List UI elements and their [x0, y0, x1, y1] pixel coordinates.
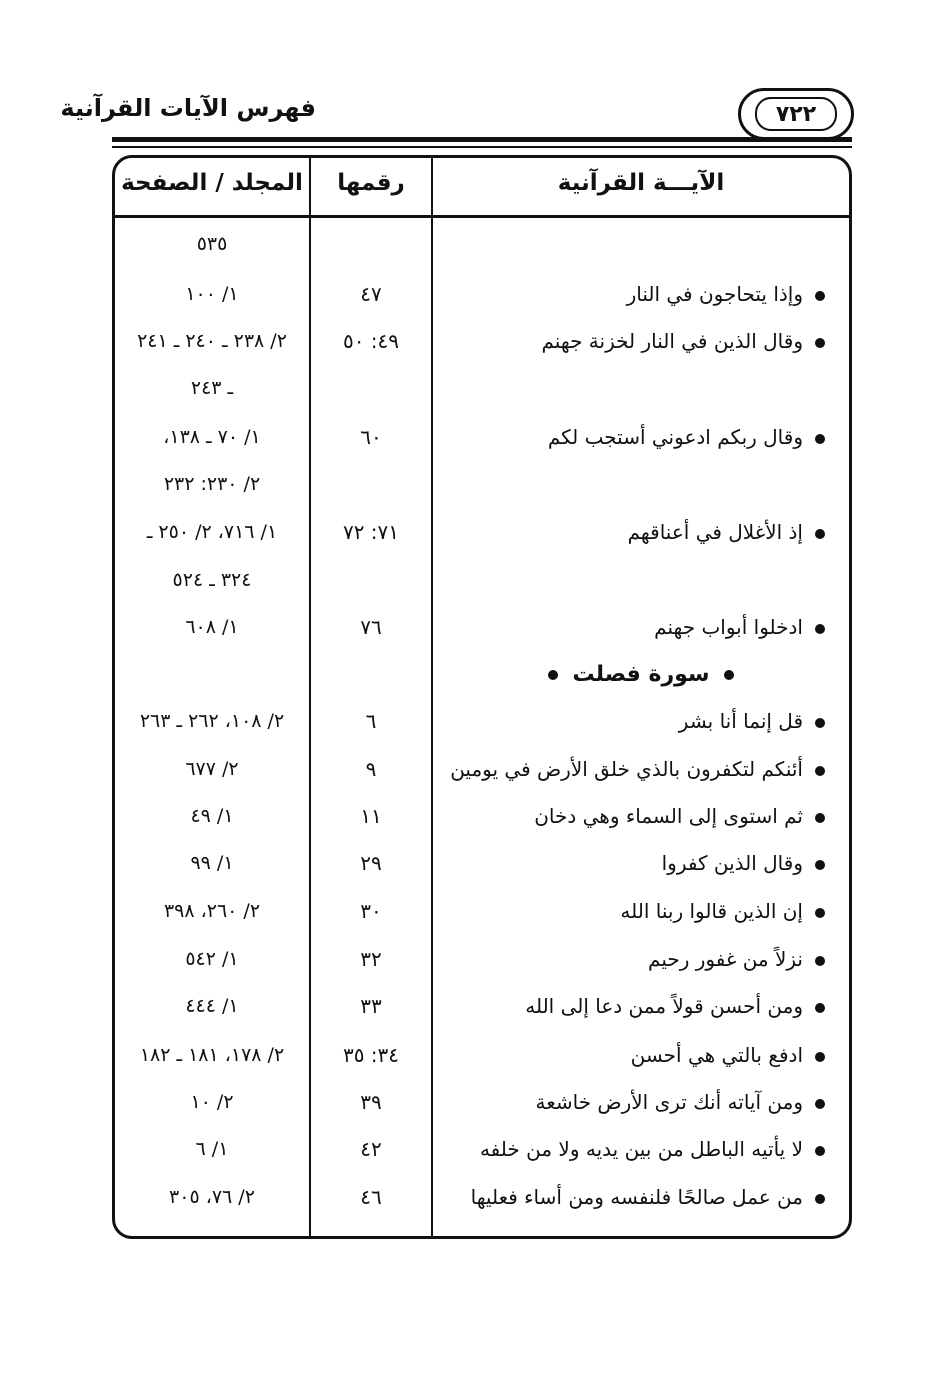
table-row	[115, 843, 849, 883]
verse-text: إن الذين قالوا ربنا الله	[620, 899, 803, 923]
bullet-icon	[815, 766, 825, 776]
verse-text: قل إنما أنا بشر	[678, 709, 803, 733]
verse-cell	[433, 843, 825, 883]
bullet-icon	[815, 1003, 825, 1013]
volume-page-cell: ١/ ١٠٠	[185, 283, 239, 305]
table-row	[115, 321, 849, 361]
volume-page-cell: ٥٣٥	[196, 233, 228, 255]
verse-text: وإذا يتحاجون في النار	[626, 282, 803, 306]
volume-page-cell: ١/ ٥٤٢	[185, 948, 239, 970]
table-row	[115, 1082, 849, 1122]
table-row	[115, 464, 849, 504]
header-rule-thick	[112, 137, 852, 142]
verse-cell	[433, 274, 825, 314]
verse-number-cell: ٧٦	[360, 615, 382, 639]
surah-heading	[433, 655, 849, 695]
verse-text: وقال الذين كفروا	[661, 851, 803, 875]
volume-page-cell: ٢/ ٦٧٧	[185, 758, 239, 780]
page-title: فهرس الآيات القرآنية	[60, 94, 316, 122]
volume-page-cell: ٢/ ٢٣٨ ـ ٢٤٠ ـ ٢٤١	[137, 330, 287, 352]
bullet-icon	[815, 1146, 825, 1156]
verse-cell	[433, 417, 825, 457]
verse-cell	[433, 986, 825, 1026]
verse-text: ومن أحسن قولاً ممن دعا إلى الله	[525, 994, 803, 1018]
surah-heading-text: سورة فصلت	[572, 662, 710, 687]
volume-page-cell: ٢/ ٢٣٠: ٢٣٢	[163, 473, 261, 495]
verse-text: نزلاً من غفور رحيم	[648, 947, 803, 971]
bullet-icon	[815, 338, 825, 348]
bullet-icon	[815, 718, 825, 728]
table-row	[115, 1177, 849, 1217]
verse-text: إذ الأغلال في أعناقهم	[627, 520, 803, 544]
bullet-icon	[815, 434, 825, 444]
table-row	[115, 1129, 849, 1169]
table-row	[115, 274, 849, 314]
table-row	[115, 749, 849, 789]
bullet-icon	[724, 670, 734, 680]
table-row	[115, 701, 849, 741]
column-header-number: رقمها	[337, 170, 405, 196]
table-row	[115, 986, 849, 1026]
volume-page-cell: ـ ٢٤٣	[190, 377, 234, 399]
table-row	[115, 368, 849, 408]
verse-number-cell: ٤٢	[360, 1137, 382, 1161]
table-row	[115, 512, 849, 552]
verse-number-cell: ٣٤: ٣٥	[342, 1043, 400, 1067]
verse-number-cell: ٦	[365, 709, 377, 733]
verse-text: وقال ربكم ادعوني أستجب لكم	[547, 425, 803, 449]
bullet-icon	[815, 1194, 825, 1204]
volume-page-cell: ١/ ٧٠ ـ ١٣٨،	[163, 426, 261, 448]
table-row	[115, 607, 849, 647]
verse-text: ادخلوا أبواب جهنم	[654, 615, 803, 639]
page-number: ٧٢٢	[755, 97, 837, 131]
verse-cell	[433, 1035, 825, 1075]
bullet-icon	[815, 908, 825, 918]
verse-cell	[433, 749, 825, 789]
verse-text: ومن آياته أنك ترى الأرض خاشعة	[535, 1090, 803, 1114]
bullet-icon	[815, 860, 825, 870]
table-row	[115, 796, 849, 836]
verse-cell	[433, 939, 825, 979]
bullet-icon	[815, 956, 825, 966]
volume-page-cell: ٢/ ٢٦٠، ٣٩٨	[163, 900, 261, 922]
volume-page-cell: ١/ ٤٤٤	[185, 995, 239, 1017]
bullet-icon	[815, 1099, 825, 1109]
surah-heading-row	[115, 655, 849, 695]
table-row	[115, 224, 849, 264]
bullet-icon	[815, 291, 825, 301]
page-number-badge	[738, 88, 854, 140]
volume-page-cell: ٢/ ٧٦، ٣٠٥	[169, 1186, 255, 1208]
verse-number-cell: ٣٣	[360, 994, 382, 1018]
table-row	[115, 560, 849, 600]
verse-number-cell: ٤٩: ٥٠	[342, 329, 400, 353]
verse-text: أئنكم لتكفرون بالذي خلق الأرض في يومين	[450, 757, 803, 781]
volume-page-cell: ٢/ ١٧٨، ١٨١ ـ ١٨٢	[139, 1044, 285, 1066]
verse-text: وقال الذين في النار لخزنة جهنم	[541, 329, 803, 353]
verse-number-cell: ٦٠	[360, 425, 382, 449]
table-row	[115, 1035, 849, 1075]
verse-cell	[433, 891, 825, 931]
verse-text: لا يأتيه الباطل من بين يديه ولا من خلفه	[479, 1137, 803, 1161]
column-header-volume-page: المجلد / الصفحة	[121, 170, 303, 196]
verse-cell	[433, 1129, 825, 1169]
verse-cell	[433, 701, 825, 741]
bullet-icon	[548, 670, 558, 680]
volume-page-cell: ١/ ٩٩	[190, 852, 234, 874]
volume-page-cell: ٣٢٤ ـ ٥٢٤	[172, 569, 252, 591]
bullet-icon	[815, 1052, 825, 1062]
verse-text: من عمل صالحًا فلنفسه ومن أساء فعليها	[470, 1185, 803, 1209]
volume-page-cell: ١/ ٦	[195, 1138, 229, 1160]
verse-text: ادفع بالتي هي أحسن	[630, 1043, 803, 1067]
bullet-icon	[815, 624, 825, 634]
verse-cell	[433, 321, 825, 361]
verse-number-cell: ٣٠	[360, 899, 382, 923]
verse-number-cell: ٢٩	[360, 851, 382, 875]
bullet-icon	[815, 529, 825, 539]
volume-page-cell: ١/ ٦٠٨	[185, 616, 239, 638]
volume-page-cell: ١/ ٤٩	[190, 805, 234, 827]
verse-number-cell: ١١	[360, 804, 382, 828]
verse-cell	[433, 1177, 825, 1217]
table-row	[115, 417, 849, 457]
volume-page-cell: ٢/ ١٠	[190, 1091, 234, 1113]
verse-number-cell: ٩	[365, 757, 377, 781]
table-row	[115, 891, 849, 931]
verse-number-cell: ٤٧	[360, 282, 382, 306]
page-header	[0, 0, 946, 160]
verse-number-cell: ٤٦	[360, 1185, 382, 1209]
verse-index-table	[112, 155, 852, 1239]
column-header-verse: الآيـــة القرآنية	[557, 170, 725, 196]
verse-text: ثم استوى إلى السماء وهي دخان	[534, 804, 803, 828]
bullet-icon	[815, 813, 825, 823]
header-rule-thin	[112, 146, 852, 148]
verse-cell	[433, 512, 825, 552]
verse-cell	[433, 607, 825, 647]
header-row-divider	[115, 215, 849, 218]
verse-number-cell: ٣٩	[360, 1090, 382, 1114]
verse-number-cell: ٣٢	[360, 947, 382, 971]
verse-number-cell: ٧١: ٧٢	[342, 520, 400, 544]
volume-page-cell: ٢/ ١٠٨، ٢٦٢ ـ ٢٦٣	[139, 710, 285, 732]
volume-page-cell: ١/ ٧١٦، ٢/ ٢٥٠ ـ	[146, 521, 278, 543]
verse-cell	[433, 1082, 825, 1122]
table-row	[115, 939, 849, 979]
verse-cell	[433, 796, 825, 836]
